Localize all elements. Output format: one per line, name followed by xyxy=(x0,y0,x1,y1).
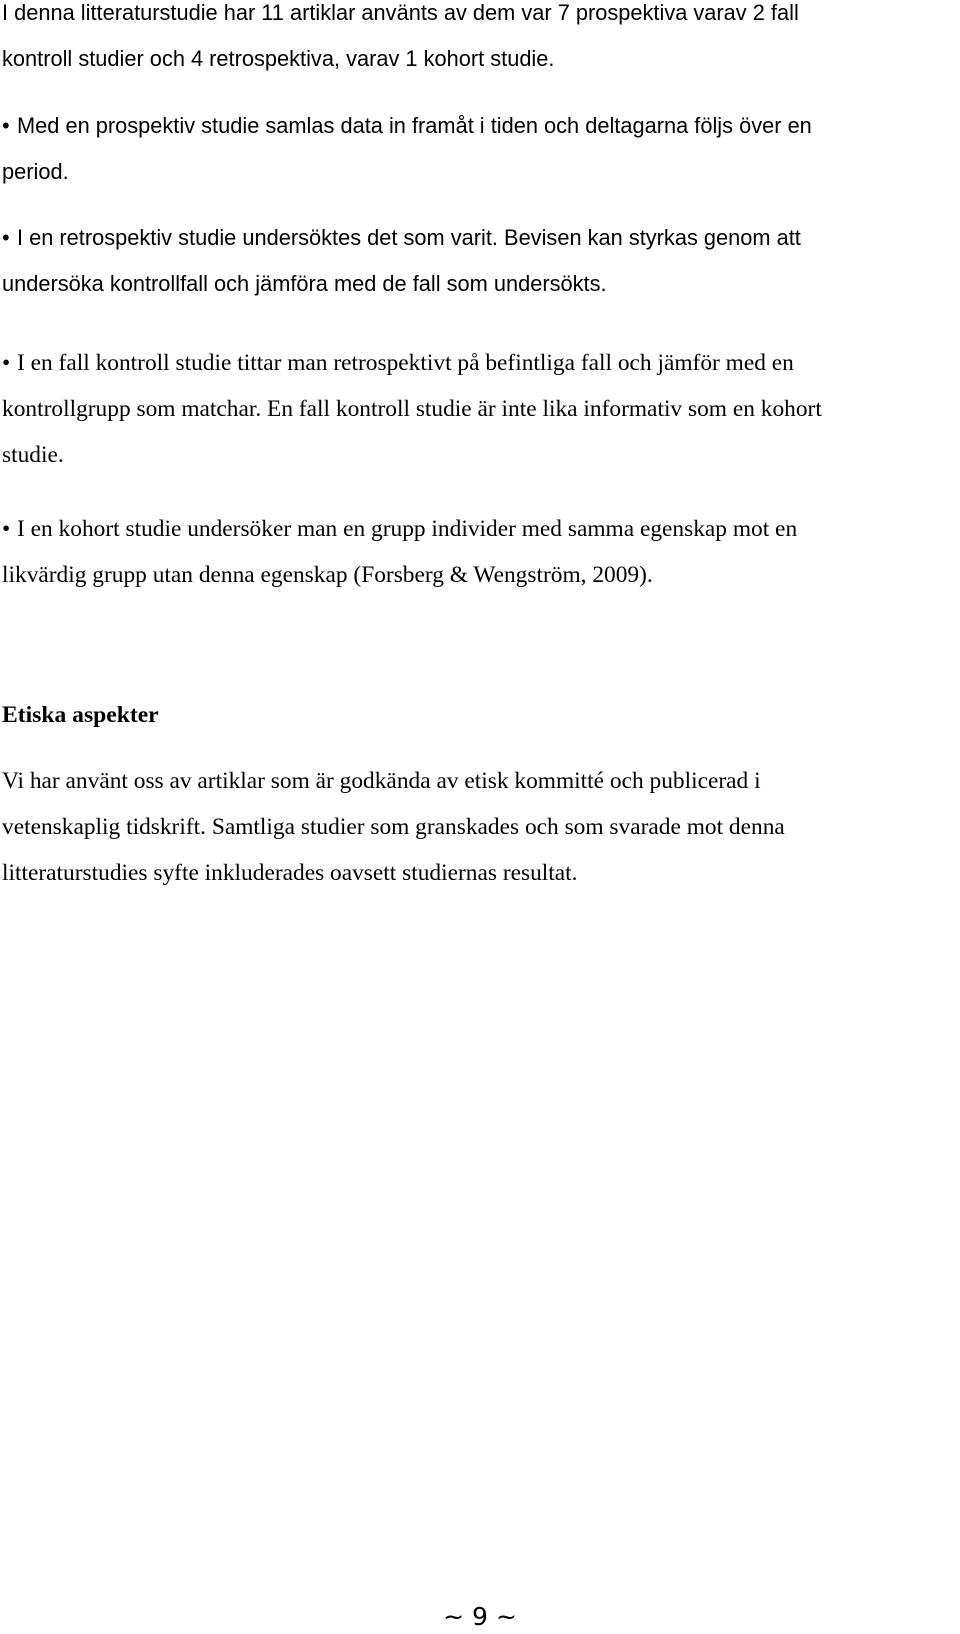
bullet-line: • I en kohort studie undersöker man en grupp individer med samma egenskap mot en xyxy=(2,506,958,552)
bullet-line: • Med en prospektiv studie samlas data in framåt i tiden och deltagarna följs över en xyxy=(2,103,958,149)
section-heading-ethics: Etiska aspekter xyxy=(2,702,159,728)
bullet-icon: • xyxy=(2,350,11,376)
bullet-line: kontrollgrupp som matchar. En fall kontroll studie är inte lika informativ som en kohort xyxy=(2,396,822,422)
bullet-line: undersöka kontrollfall och jämföra med de fall som undersökts. xyxy=(2,271,607,296)
bullet-line: • I en retrospektiv studie undersöktes det som varit. Bevisen kan styrkas genom att xyxy=(2,215,958,261)
bullet-icon: • xyxy=(2,225,10,250)
ethics-line: vetenskaplig tidskrift. Samtliga studier som granskades och som svarade mot denna xyxy=(2,814,785,840)
bullet-line: • I en fall kontroll studie tittar man retrospektivt på befintliga fall och jämför med en xyxy=(2,340,958,386)
bullet-icon: • xyxy=(2,516,11,542)
intro-line-2: kontroll studier och 4 retrospektiva, varav 1 kohort studie. xyxy=(2,46,555,71)
ethics-line: Vi har använt oss av artiklar som är godkända av etisk kommitté och publicerad i xyxy=(2,768,761,794)
intro-paragraph xyxy=(2,0,958,82)
bullet-line: period. xyxy=(2,159,69,184)
bullet-retrospective xyxy=(2,215,958,307)
bullet-prospective xyxy=(2,103,958,195)
intro-line-1: I denna litteraturstudie har 11 artiklar använts av dem var 7 prospektiva varav 2 fall xyxy=(2,0,799,25)
ethics-paragraph xyxy=(2,758,958,896)
bullet-line: studie. xyxy=(2,442,64,468)
ethics-line: litteraturstudies syfte inkluderades oavsett studiernas resultat. xyxy=(2,860,578,886)
bullet-line: likvärdig grupp utan denna egenskap (Forsberg & Wengström, 2009). xyxy=(2,562,653,588)
bullet-icon: • xyxy=(2,113,10,138)
bullet-case-control xyxy=(2,340,958,478)
bullet-cohort xyxy=(2,506,958,598)
page-number: ~ 9 ~ xyxy=(443,1602,517,1631)
